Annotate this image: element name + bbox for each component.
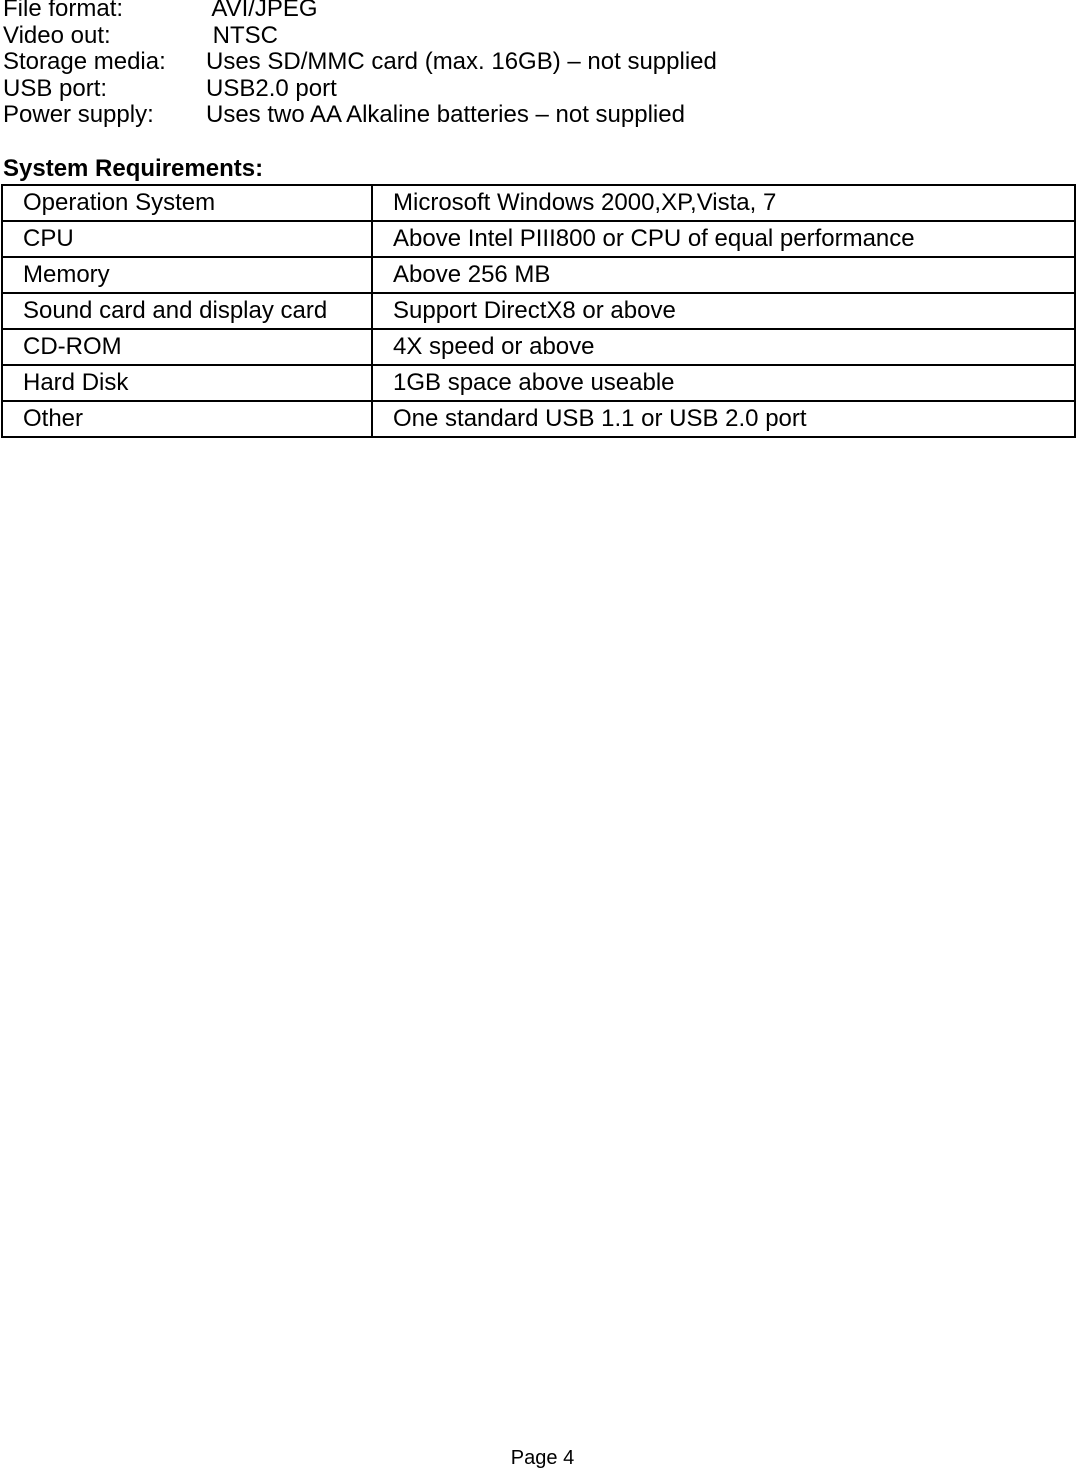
spec-row [3, 102, 717, 129]
requirement-label: CD-ROM [2, 329, 372, 365]
requirement-label: Operation System [2, 185, 372, 221]
requirements-table [1, 184, 1076, 438]
table-row [2, 293, 1075, 329]
spec-row [3, 49, 717, 76]
spec-value: USB2.0 port [206, 74, 337, 102]
spec-label: Storage media: [3, 48, 166, 75]
spec-value: Uses SD/MMC card (max. 16GB) – not supplied [206, 48, 717, 75]
table-row [2, 401, 1075, 437]
page-number: Page 4 [510, 1447, 575, 1469]
spec-value: NTSC [206, 21, 278, 49]
requirement-value: Support DirectX8 or above [372, 293, 1075, 329]
requirement-label: Hard Disk [2, 365, 372, 401]
spec-label: Video out: [3, 21, 111, 49]
spec-label: File format: [3, 0, 124, 22]
requirement-value: Above Intel PIII800 or CPU of equal performance [372, 221, 1075, 257]
table-row [2, 221, 1075, 257]
spec-list [3, 0, 717, 129]
requirement-value: 1GB space above useable [372, 365, 1075, 401]
spec-value: Uses two AA Alkaline batteries – not supplied [206, 101, 685, 128]
spec-row [3, 76, 717, 103]
section-heading: System Requirements: [3, 155, 264, 182]
spec-label: USB port: [3, 74, 108, 102]
requirement-label: CPU [2, 221, 372, 257]
requirement-label: Memory [2, 257, 372, 293]
spec-row [3, 23, 717, 50]
requirement-value: Microsoft Windows 2000,XP,Vista, 7 [372, 185, 1075, 221]
table-row [2, 257, 1075, 293]
requirement-label: Other [2, 401, 372, 437]
requirement-value: 4X speed or above [372, 329, 1075, 365]
table-row [2, 329, 1075, 365]
table-row [2, 365, 1075, 401]
spec-value: AVI/JPEG [206, 0, 318, 22]
table-row [2, 185, 1075, 221]
spec-label: Power supply: [3, 101, 154, 128]
requirement-label: Sound card and display card [2, 293, 372, 329]
spec-row [3, 0, 717, 23]
requirement-value: One standard USB 1.1 or USB 2.0 port [372, 401, 1075, 437]
requirement-value: Above 256 MB [372, 257, 1075, 293]
